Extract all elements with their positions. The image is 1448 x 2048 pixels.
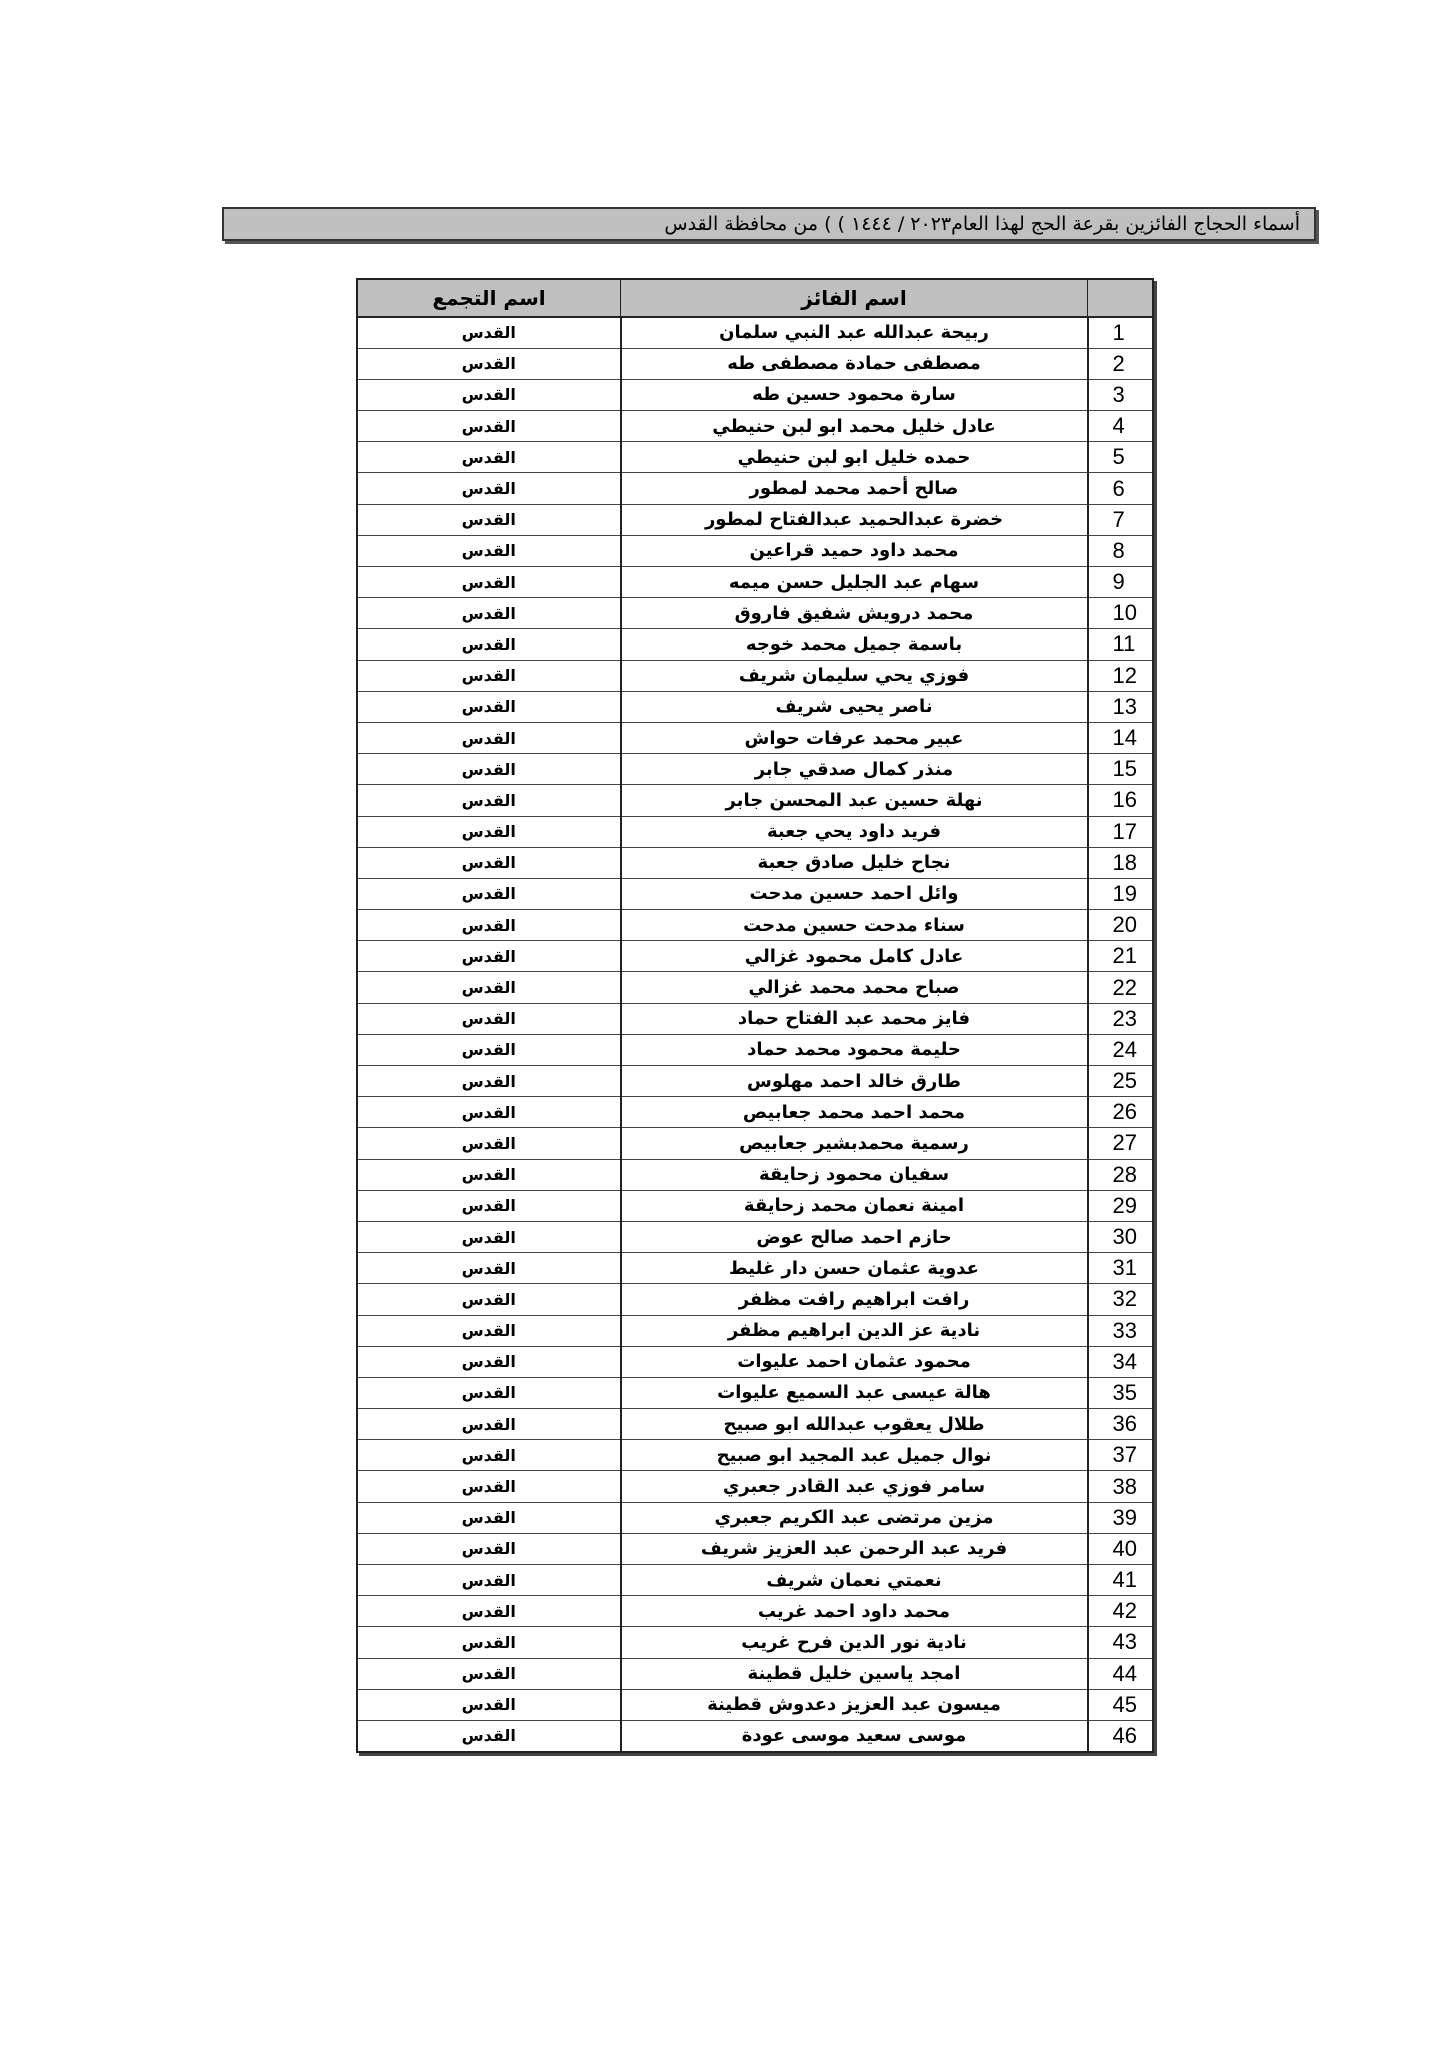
number-cell: 21 <box>1088 941 1154 972</box>
table-row <box>357 1003 1153 1034</box>
number-cell: 6 <box>1088 473 1154 504</box>
number-cell: 24 <box>1088 1034 1154 1065</box>
group-cell: القدس <box>357 1658 621 1689</box>
group-cell: القدس <box>357 317 621 348</box>
name-cell: حليمة محمود محمد حماد <box>621 1034 1088 1065</box>
number-cell: 5 <box>1088 442 1154 473</box>
name-cell: رافت ابراهيم رافت مظفر <box>621 1284 1088 1315</box>
name-cell: عبير محمد عرفات حواش <box>621 722 1088 753</box>
name-cell: فريد عبد الرحمن عبد العزيز شريف <box>621 1533 1088 1564</box>
table-row <box>357 1346 1153 1377</box>
table-row <box>357 473 1153 504</box>
column-header-group: اسم التجمع <box>357 279 621 317</box>
group-cell: القدس <box>357 379 621 410</box>
number-cell: 2 <box>1088 348 1154 379</box>
number-cell: 1 <box>1088 317 1154 348</box>
group-cell: القدس <box>357 722 621 753</box>
name-cell: امجد ياسين خليل قطينة <box>621 1658 1088 1689</box>
group-cell: القدس <box>357 847 621 878</box>
name-cell: صباح محمد محمد غزالي <box>621 972 1088 1003</box>
group-cell: القدس <box>357 1284 621 1315</box>
table-row <box>357 972 1153 1003</box>
table-header-row <box>357 279 1153 317</box>
table-row <box>357 442 1153 473</box>
name-cell: عدوية عثمان حسن دار غليط <box>621 1253 1088 1284</box>
group-cell: القدس <box>357 941 621 972</box>
name-cell: وائل احمد حسين مدحت <box>621 878 1088 909</box>
name-cell: نادية نور الدين فرح غريب <box>621 1627 1088 1658</box>
name-cell: سارة محمود حسين طه <box>621 379 1088 410</box>
name-cell: محمود عثمان احمد عليوات <box>621 1346 1088 1377</box>
group-cell: القدس <box>357 1159 621 1190</box>
table-row <box>357 1128 1153 1159</box>
name-cell: رسمية محمدبشير جعابيص <box>621 1128 1088 1159</box>
number-cell: 11 <box>1088 629 1154 660</box>
name-cell: نجاح خليل صادق جعبة <box>621 847 1088 878</box>
number-cell: 23 <box>1088 1003 1154 1034</box>
number-cell: 8 <box>1088 535 1154 566</box>
number-cell: 14 <box>1088 722 1154 753</box>
number-cell: 16 <box>1088 785 1154 816</box>
number-cell: 30 <box>1088 1221 1154 1252</box>
name-cell: فوزي يحي سليمان شريف <box>621 660 1088 691</box>
group-cell: القدس <box>357 598 621 629</box>
table-row <box>357 1533 1153 1564</box>
name-cell: نوال جميل عبد المجيد ابو صبيح <box>621 1440 1088 1471</box>
name-cell: امينة نعمان محمد زحايقة <box>621 1190 1088 1221</box>
group-cell: القدس <box>357 1253 621 1284</box>
group-cell: القدس <box>357 411 621 442</box>
group-cell: القدس <box>357 1097 621 1128</box>
table-row <box>357 1720 1153 1751</box>
group-cell: القدس <box>357 754 621 785</box>
name-cell: طارق خالد احمد مهلوس <box>621 1066 1088 1097</box>
table-row <box>357 1658 1153 1689</box>
number-cell: 19 <box>1088 878 1154 909</box>
table-row <box>357 1034 1153 1065</box>
group-cell: القدس <box>357 1003 621 1034</box>
group-cell: القدس <box>357 535 621 566</box>
table-row <box>357 317 1153 348</box>
number-cell: 13 <box>1088 691 1154 722</box>
name-cell: نهلة حسين عبد المحسن جابر <box>621 785 1088 816</box>
table-row <box>357 1627 1153 1658</box>
number-cell: 12 <box>1088 660 1154 691</box>
name-cell: سامر فوزي عبد القادر جعبري <box>621 1471 1088 1502</box>
number-cell: 41 <box>1088 1565 1154 1596</box>
table-row <box>357 1284 1153 1315</box>
table-row <box>357 1097 1153 1128</box>
group-cell: القدس <box>357 1502 621 1533</box>
name-cell: محمد داود احمد غريب <box>621 1596 1088 1627</box>
number-cell: 36 <box>1088 1409 1154 1440</box>
table-row <box>357 691 1153 722</box>
name-cell: نادية عز الدين ابراهيم مظفر <box>621 1315 1088 1346</box>
number-cell: 42 <box>1088 1596 1154 1627</box>
group-cell: القدس <box>357 1565 621 1596</box>
name-cell: محمد داود حميد قراعين <box>621 535 1088 566</box>
number-cell: 20 <box>1088 910 1154 941</box>
name-cell: موسى سعيد موسى عودة <box>621 1720 1088 1751</box>
group-cell: القدس <box>357 567 621 598</box>
group-cell: القدس <box>357 1128 621 1159</box>
number-cell: 45 <box>1088 1689 1154 1720</box>
number-cell: 3 <box>1088 379 1154 410</box>
table-row <box>357 910 1153 941</box>
name-cell: عادل كامل محمود غزالي <box>621 941 1088 972</box>
group-cell: القدس <box>357 785 621 816</box>
number-cell: 32 <box>1088 1284 1154 1315</box>
group-cell: القدس <box>357 1034 621 1065</box>
name-cell: منذر كمال صدقي جابر <box>621 754 1088 785</box>
table-row <box>357 629 1153 660</box>
name-cell: محمد درويش شفيق فاروق <box>621 598 1088 629</box>
table-row <box>357 941 1153 972</box>
table-row <box>357 660 1153 691</box>
group-cell: القدس <box>357 442 621 473</box>
name-cell: صالح أحمد محمد لمطور <box>621 473 1088 504</box>
name-cell: طلال يعقوب عبدالله ابو صبيح <box>621 1409 1088 1440</box>
number-cell: 46 <box>1088 1720 1154 1751</box>
group-cell: القدس <box>357 660 621 691</box>
number-cell: 43 <box>1088 1627 1154 1658</box>
table-row <box>357 847 1153 878</box>
number-cell: 38 <box>1088 1471 1154 1502</box>
table-row <box>357 1471 1153 1502</box>
group-cell: القدس <box>357 1440 621 1471</box>
name-cell: ميسون عبد العزيز دعدوش قطينة <box>621 1689 1088 1720</box>
group-cell: القدس <box>357 972 621 1003</box>
name-cell: مصطفى حمادة مصطفى طه <box>621 348 1088 379</box>
group-cell: القدس <box>357 473 621 504</box>
number-cell: 37 <box>1088 1440 1154 1471</box>
group-cell: القدس <box>357 1471 621 1502</box>
name-cell: سهام عبد الجليل حسن ميمه <box>621 567 1088 598</box>
table-row <box>357 1565 1153 1596</box>
number-cell: 40 <box>1088 1533 1154 1564</box>
document-title-bar <box>222 207 1316 241</box>
name-cell: نعمتي نعمان شريف <box>621 1565 1088 1596</box>
table-row <box>357 598 1153 629</box>
table-row <box>357 379 1153 410</box>
group-cell: القدس <box>357 816 621 847</box>
table-row <box>357 1190 1153 1221</box>
column-header-number <box>1088 279 1154 317</box>
number-cell: 35 <box>1088 1377 1154 1408</box>
group-cell: القدس <box>357 1689 621 1720</box>
group-cell: القدس <box>357 691 621 722</box>
table-row <box>357 722 1153 753</box>
table-row <box>357 535 1153 566</box>
group-cell: القدس <box>357 504 621 535</box>
table-row <box>357 1159 1153 1190</box>
winners-table <box>356 278 1154 1753</box>
group-cell: القدس <box>357 910 621 941</box>
group-cell: القدس <box>357 1190 621 1221</box>
number-cell: 26 <box>1088 1097 1154 1128</box>
table-row <box>357 1377 1153 1408</box>
name-cell: محمد احمد محمد جعابيص <box>621 1097 1088 1128</box>
name-cell: سناء مدحت حسين مدحت <box>621 910 1088 941</box>
number-cell: 22 <box>1088 972 1154 1003</box>
name-cell: باسمة جميل محمد خوجه <box>621 629 1088 660</box>
group-cell: القدس <box>357 878 621 909</box>
number-cell: 10 <box>1088 598 1154 629</box>
number-cell: 44 <box>1088 1658 1154 1689</box>
group-cell: القدس <box>357 1346 621 1377</box>
number-cell: 9 <box>1088 567 1154 598</box>
number-cell: 7 <box>1088 504 1154 535</box>
group-cell: القدس <box>357 1377 621 1408</box>
table-row <box>357 348 1153 379</box>
name-cell: حمده خليل ابو لبن حنيطي <box>621 442 1088 473</box>
number-cell: 28 <box>1088 1159 1154 1190</box>
table-row <box>357 816 1153 847</box>
name-cell: سفيان محمود زحايقة <box>621 1159 1088 1190</box>
name-cell: ناصر يحيى شريف <box>621 691 1088 722</box>
table-row <box>357 1221 1153 1252</box>
name-cell: حازم احمد صالح عوض <box>621 1221 1088 1252</box>
number-cell: 4 <box>1088 411 1154 442</box>
number-cell: 18 <box>1088 847 1154 878</box>
group-cell: القدس <box>357 1221 621 1252</box>
number-cell: 34 <box>1088 1346 1154 1377</box>
table-row <box>357 1315 1153 1346</box>
group-cell: القدس <box>357 1720 621 1751</box>
name-cell: خضرة عبدالحميد عبدالفتاح لمطور <box>621 504 1088 535</box>
table-row <box>357 411 1153 442</box>
document-title: أسماء الحجاج الفائزين بقرعة الحج لهذا العام٢٠٢٣ / ١٤٤٤ ) ) من محافظة القدس <box>664 213 1300 235</box>
table-row <box>357 1409 1153 1440</box>
number-cell: 17 <box>1088 816 1154 847</box>
number-cell: 33 <box>1088 1315 1154 1346</box>
name-cell: فريد داود يحي جعبة <box>621 816 1088 847</box>
name-cell: مزين مرتضى عبد الكريم جعبري <box>621 1502 1088 1533</box>
group-cell: القدس <box>357 1533 621 1564</box>
table-row <box>357 785 1153 816</box>
table-row <box>357 567 1153 598</box>
number-cell: 31 <box>1088 1253 1154 1284</box>
name-cell: هالة عيسى عبد السميع عليوات <box>621 1377 1088 1408</box>
number-cell: 27 <box>1088 1128 1154 1159</box>
group-cell: القدس <box>357 1409 621 1440</box>
group-cell: القدس <box>357 348 621 379</box>
table-row <box>357 504 1153 535</box>
number-cell: 25 <box>1088 1066 1154 1097</box>
table-row <box>357 1502 1153 1533</box>
group-cell: القدس <box>357 1596 621 1627</box>
group-cell: القدس <box>357 1627 621 1658</box>
table-row <box>357 878 1153 909</box>
table-row <box>357 1689 1153 1720</box>
column-header-name: اسم الفائز <box>621 279 1088 317</box>
table-row <box>357 754 1153 785</box>
group-cell: القدس <box>357 629 621 660</box>
number-cell: 39 <box>1088 1502 1154 1533</box>
table-row <box>357 1253 1153 1284</box>
number-cell: 29 <box>1088 1190 1154 1221</box>
table-row <box>357 1596 1153 1627</box>
table-row <box>357 1440 1153 1471</box>
table-body <box>357 317 1153 1752</box>
table-row <box>357 1066 1153 1097</box>
group-cell: القدس <box>357 1315 621 1346</box>
name-cell: عادل خليل محمد ابو لبن حنيطي <box>621 411 1088 442</box>
name-cell: فايز محمد عبد الفتاح حماد <box>621 1003 1088 1034</box>
number-cell: 15 <box>1088 754 1154 785</box>
group-cell: القدس <box>357 1066 621 1097</box>
name-cell: ربيحة عبدالله عبد النبي سلمان <box>621 317 1088 348</box>
